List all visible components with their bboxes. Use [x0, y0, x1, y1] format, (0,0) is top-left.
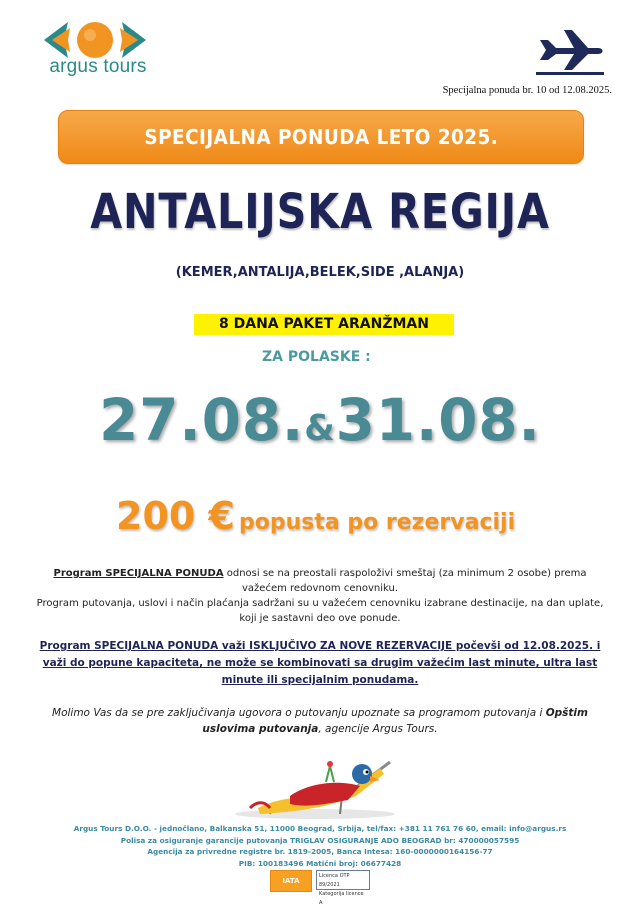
- discount-amount: 200 €: [116, 494, 235, 538]
- general-conditions-text: Opštim uslovima putovanja: [202, 707, 588, 735]
- special-offer-banner: [58, 110, 584, 164]
- validity-paragraph: Program SPECIJALNA PONUDA važi ISKLJUČIVO ZA NOVE REZERVACIJE počevši od 12.08.2025. i važi do popune kapaciteta, ne može se kombinovati sa drugim važećim last minute, ultra last minute ili specijalnim ponudama.: [39, 640, 601, 686]
- package-label: 8 DANA PAKET ARANŽMAN: [194, 314, 454, 335]
- notice-paragraph: [30, 705, 610, 737]
- brand-name: argus tours: [49, 56, 147, 77]
- parrot-lounger-illustration: [230, 752, 400, 820]
- departure-date-2: 31.08.: [335, 386, 541, 454]
- airplane-icon: [534, 26, 606, 76]
- notice-text-a: Molimo Vas da se pre zaključivanja ugovora o putovanju upoznate sa programom putovanja i: [52, 707, 546, 719]
- iata-badge: IATA: [270, 870, 312, 892]
- notice-text-c: , agencije Argus Tours.: [318, 723, 438, 735]
- date-separator: &: [304, 408, 336, 449]
- company-footer: [40, 823, 600, 869]
- footer-tax-id: PIB: 100183496 Matični broj: 06677428: [238, 858, 402, 868]
- offer-terms-paragraph: [30, 566, 610, 626]
- discount: [116, 494, 515, 538]
- discount-text: popusta po rezervaciji: [239, 510, 516, 535]
- departure-date-1: 27.08.: [99, 386, 305, 454]
- licence-category: Kategorija licence A: [319, 891, 364, 906]
- departures-label: ZA POLASKE :: [262, 349, 371, 365]
- offer-terms-line2: Program putovanja, uslovi i način plaćanja sadržani su u važećem cenovniku izabrane destinacije, na dan uplate, koji je sastavni deo ove ponude.: [36, 598, 604, 624]
- footer-registry: Agencija za privredne registre br. 1819-2005, Banca Intesa: 160-0000000164156-77: [147, 847, 493, 856]
- destination-cities: (KEMER,ANTALIJA,BELEK,SIDE ,ALANJA): [175, 265, 465, 280]
- destination-title: ANTALIJSKA REGIJA: [90, 184, 550, 240]
- footer-insurance: Polisa za osiguranje garancije putovanja TRIGLAV OSIGURANJE ADO BEOGRAD br: 470000057595: [120, 835, 520, 845]
- offer-number: Specijalna ponuda br. 10 od 12.08.2025.: [442, 85, 612, 96]
- licence-badge: [316, 870, 370, 906]
- licence-number: Licenca OTP 89/2021: [319, 873, 350, 888]
- departure-dates: [10, 386, 631, 454]
- banner-text: SPECIJALNA PONUDA LETO 2025.: [144, 125, 498, 149]
- footer-address: Argus Tours D.O.O. - jednočlano, Balkanska 51, 11000 Beograd, Srbija, tel/fax: +381 11 761 76 60, email: info@argus.rs: [73, 824, 567, 833]
- offer-terms-lead: Program SPECIJALNA PONUDA: [53, 568, 224, 579]
- offer-terms-rest: odnosi se na preostali raspoloživi smeštaj (za minimum 2 osobe) prema važećem redovnom cenovniku.: [223, 568, 587, 594]
